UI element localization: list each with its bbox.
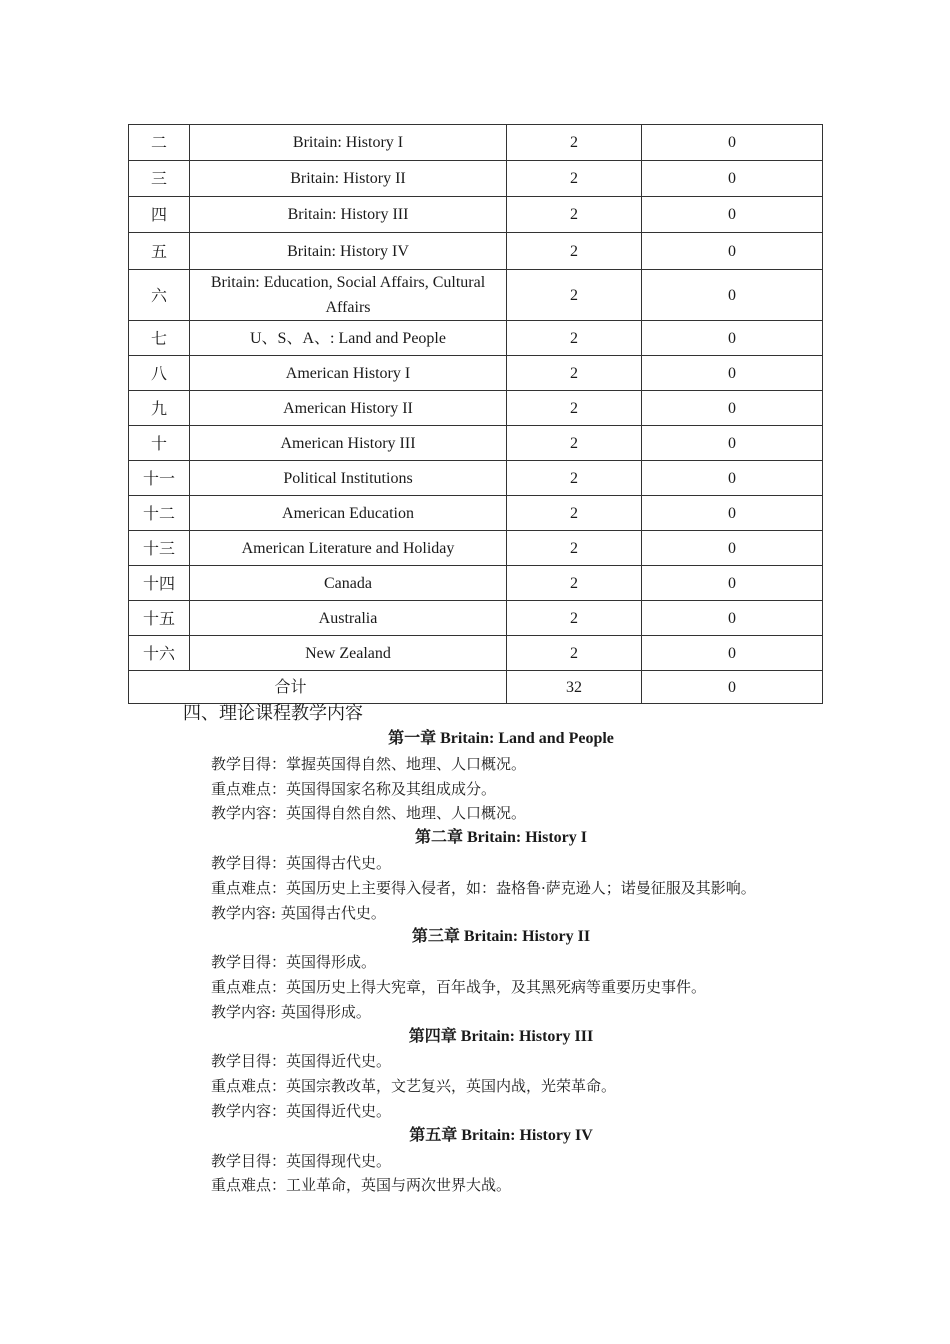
table-row (129, 125, 823, 161)
practice-hours-cell: 0 (642, 270, 823, 321)
theory-content (211, 727, 841, 1198)
line-label: 教学内容 (211, 903, 272, 922)
chapter-heading: 第五章 Britain: History IV (409, 1126, 593, 1144)
line-text: 英国历史上主要得入侵者，如：盎格鲁·萨克逊人；诺曼征服及其影响。 (286, 878, 756, 897)
practice-hours-cell: 0 (642, 356, 823, 391)
line-separator: ： (271, 1077, 287, 1096)
theory-hours-cell: 2 (507, 531, 642, 566)
practice-hours-cell: 0 (642, 566, 823, 601)
practice-hours-cell: 0 (642, 461, 823, 496)
total-theory-hours-cell: 32 (507, 671, 642, 704)
line-label: 教学内容 (211, 804, 272, 823)
chapter-title-cell: Britain: History IV (190, 233, 507, 270)
content-line (211, 975, 841, 1000)
section-title: 四、理论课程教学内容 (183, 703, 363, 724)
content-line (211, 1074, 841, 1099)
chapter-title-cell: U、S、A、: Land and People (190, 321, 507, 356)
line-label: 重点难点 (211, 779, 272, 798)
line-label: 教学目得 (211, 754, 272, 773)
chapter-title-cell: Britain: Education, Social Affairs, Cultural Affairs (190, 270, 507, 321)
line-separator: ： (271, 878, 287, 897)
table-row (129, 391, 823, 426)
line-separator: ： (271, 804, 287, 823)
chapter-number-cell: 十 (129, 426, 190, 461)
line-text: 英国得古代史。 (286, 853, 392, 872)
table-row (129, 321, 823, 356)
chapter-title-cell: Canada (190, 566, 507, 601)
table-row (129, 601, 823, 636)
line-text: 掌握英国得自然、地理、人口概况。 (286, 754, 527, 773)
theory-hours-cell: 2 (507, 566, 642, 601)
theory-hours-cell: 2 (507, 461, 642, 496)
chapter-title-cell: American History III (190, 426, 507, 461)
table-row (129, 197, 823, 233)
theory-hours-cell: 2 (507, 636, 642, 671)
theory-hours-cell: 2 (507, 161, 642, 197)
table-row (129, 356, 823, 391)
line-label: 教学内容 (211, 1101, 272, 1120)
content-line (211, 1049, 841, 1074)
course-hours-table (128, 124, 823, 704)
table-row (129, 161, 823, 197)
line-label: 教学目得 (211, 1151, 272, 1170)
chapter-heading: 第四章 Britain: History III (408, 1027, 594, 1045)
content-line (211, 950, 841, 975)
practice-hours-cell: 0 (642, 496, 823, 531)
chapter-title-cell: American Education (190, 496, 507, 531)
theory-hours-cell: 2 (507, 601, 642, 636)
chapter-number-cell: 六 (129, 270, 190, 321)
line-label: 重点难点 (211, 1176, 272, 1195)
total-label-cell: 合计 (129, 671, 507, 704)
line-text: 英国得自然自然、地理、人口概况。 (286, 804, 527, 823)
chapter-title-cell: Political Institutions (190, 461, 507, 496)
line-text: 英国得形成。 (280, 1002, 371, 1021)
practice-hours-cell: 0 (642, 233, 823, 270)
practice-hours-cell: 0 (642, 197, 823, 233)
line-text: 英国得近代史。 (286, 1052, 392, 1071)
chapter-title-cell: Britain: History I (190, 125, 507, 161)
theory-hours-cell: 2 (507, 426, 642, 461)
chapter-heading: 第二章 Britain: History I (415, 829, 587, 847)
line-text: 英国得古代史。 (280, 903, 386, 922)
practice-hours-cell: 0 (642, 531, 823, 566)
practice-hours-cell: 0 (642, 601, 823, 636)
theory-hours-cell: 2 (507, 391, 642, 426)
content-line (211, 851, 841, 876)
line-label: 重点难点 (211, 1077, 272, 1096)
theory-hours-cell: 2 (507, 496, 642, 531)
line-text: 英国历史上得大宪章，百年战争，及其黑死病等重要历史事件。 (286, 977, 707, 996)
line-separator: ： (271, 754, 287, 773)
line-text: 英国得国家名称及其组成成分。 (286, 779, 497, 798)
content-line (211, 777, 841, 802)
line-text: 工业革命，英国与两次世界大战。 (286, 1176, 512, 1195)
table-row (129, 531, 823, 566)
chapter-number-cell: 十四 (129, 566, 190, 601)
line-label: 重点难点 (211, 977, 272, 996)
theory-hours-cell: 2 (507, 321, 642, 356)
content-line (211, 1000, 841, 1025)
line-label: 重点难点 (211, 878, 272, 897)
content-line (211, 876, 841, 901)
theory-hours-cell: 2 (507, 270, 642, 321)
theory-hours-cell: 2 (507, 197, 642, 233)
content-line (211, 801, 841, 826)
chapter-title-cell: American History II (190, 391, 507, 426)
line-separator: ： (271, 779, 287, 798)
content-line (211, 752, 841, 777)
chapter-title-cell: Britain: History III (190, 197, 507, 233)
line-separator: ： (271, 1151, 287, 1170)
theory-hours-cell: 2 (507, 356, 642, 391)
practice-hours-cell: 0 (642, 636, 823, 671)
chapter-number-cell: 十五 (129, 601, 190, 636)
content-line (211, 1149, 841, 1174)
chapter-title-cell: American History I (190, 356, 507, 391)
chapter-number-cell: 十一 (129, 461, 190, 496)
content-line (211, 901, 841, 926)
practice-hours-cell: 0 (642, 161, 823, 197)
chapter-number-cell: 五 (129, 233, 190, 270)
line-label: 教学目得 (211, 853, 272, 872)
theory-hours-cell: 2 (507, 125, 642, 161)
line-separator: : (271, 1002, 281, 1021)
line-text: 英国得形成。 (286, 953, 377, 972)
table-row (129, 496, 823, 531)
practice-hours-cell: 0 (642, 391, 823, 426)
line-separator: : (271, 903, 281, 922)
line-separator: ： (271, 953, 287, 972)
line-label: 教学目得 (211, 953, 272, 972)
practice-hours-cell: 0 (642, 321, 823, 356)
table-row (129, 426, 823, 461)
chapter-title-cell: New Zealand (190, 636, 507, 671)
chapter-number-cell: 八 (129, 356, 190, 391)
chapter-title-cell: Britain: History II (190, 161, 507, 197)
chapter-number-cell: 十二 (129, 496, 190, 531)
line-label: 教学目得 (211, 1052, 272, 1071)
line-text: 英国得现代史。 (286, 1151, 392, 1170)
line-separator: ： (271, 853, 287, 872)
table-row (129, 636, 823, 671)
theory-hours-cell: 2 (507, 233, 642, 270)
chapter-heading: 第一章 Britain: Land and People (388, 730, 614, 747)
chapter-number-cell: 二 (129, 125, 190, 161)
table-row (129, 270, 823, 321)
total-practice-hours-cell: 0 (642, 671, 823, 704)
table-row (129, 461, 823, 496)
chapter-heading: 第三章 Britain: History II (411, 928, 591, 946)
chapter-number-cell: 七 (129, 321, 190, 356)
line-text: 英国宗教改革，文艺复兴，英国内战，光荣革命。 (286, 1077, 617, 1096)
chapter-number-cell: 十六 (129, 636, 190, 671)
line-label: 教学内容 (211, 1002, 272, 1021)
line-separator: ： (271, 977, 287, 996)
line-separator: ： (271, 1101, 287, 1120)
content-line (211, 1173, 841, 1198)
content-line (211, 1099, 841, 1124)
chapter-number-cell: 三 (129, 161, 190, 197)
chapter-title-cell: Australia (190, 601, 507, 636)
line-separator: ： (271, 1176, 287, 1195)
line-text: 英国得近代史。 (286, 1101, 392, 1120)
table-total-row (129, 671, 823, 704)
chapter-number-cell: 十三 (129, 531, 190, 566)
practice-hours-cell: 0 (642, 426, 823, 461)
table-row (129, 233, 823, 270)
line-separator: ： (271, 1052, 287, 1071)
table-body (129, 125, 823, 704)
table-row (129, 566, 823, 601)
chapter-number-cell: 九 (129, 391, 190, 426)
chapter-number-cell: 四 (129, 197, 190, 233)
chapter-title-cell: American Literature and Holiday (190, 531, 507, 566)
practice-hours-cell: 0 (642, 125, 823, 161)
